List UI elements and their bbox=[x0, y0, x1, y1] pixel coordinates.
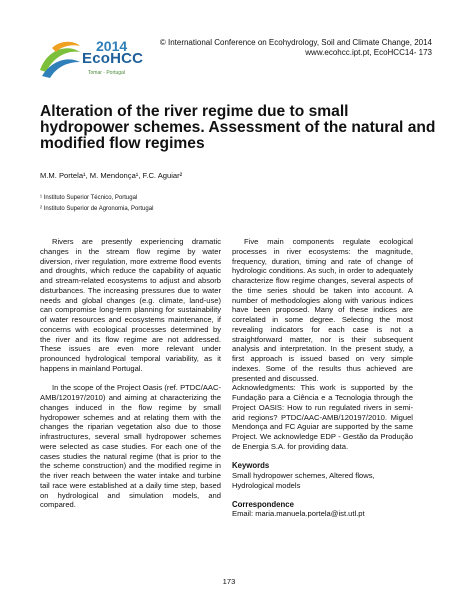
logo-subtitle: Tomar · Portugal bbox=[88, 70, 125, 76]
author-list: M.M. Portela¹, M. Mendonça¹, F.C. Aguiar² bbox=[40, 171, 183, 180]
logo-swoosh-icon bbox=[38, 40, 82, 80]
keywords-heading: Keywords bbox=[232, 461, 270, 471]
correspondence-email[interactable]: Email: maria.manuela.portela@ist.utl.pt bbox=[232, 509, 365, 519]
ecohcc-logo bbox=[38, 38, 144, 82]
conference-reference: www.ecohcc.ipt.pt, EcoHCC14- 173 bbox=[305, 48, 432, 57]
right-column bbox=[232, 237, 413, 522]
paper-title: Alteration of the river regime due to small hydropower schemes. Assessment of the natural and modified flow regimes bbox=[40, 103, 436, 152]
components-paragraph: Five main components regulate ecological processes in river ecosystems: the magnitude, frequency, duration, timing and rate of change of hydrologic conditions. As such, in order to adequately characterize flow regime changes, several aspects of the time series should be taken into account. A number of methodologies along with various indices have been proposed. Many of these indices are correlated in some degree. Selecting the most revealing indicators for each case is not a straightforward matter, nor is their subsequent analysis and interpretation. In the present study, a first approach is issued based on very simple indexes. Some of the results thus achieved are presented and discussed. bbox=[232, 237, 413, 383]
page-number: 173 bbox=[222, 577, 236, 586]
conference-copyright: © International Conference on Ecohydrology, Soil and Climate Change, 2014 bbox=[159, 38, 432, 47]
conference-header bbox=[132, 38, 432, 58]
logo-name: EcoHCC bbox=[82, 50, 144, 67]
acknowledgments-paragraph: Acknowledgments: This work is supported by the Fundação para a Ciência e a Tecnologia through the Project OASIS: How to run regulated rivers in semi-arid regions? PTDC/AAC-AMB/120197/2010. Miguel Mendonça and FC Aguiar are supported by the same Project. We acknowledge EDP - Gestão da Produção de Energia S.A. for providing data. bbox=[232, 383, 413, 451]
keywords-text: Small hydropower schemes, Altered flows, Hydrological models bbox=[232, 471, 375, 490]
correspondence-heading: Correspondence bbox=[232, 499, 294, 509]
intro-paragraph: Rivers are presently experiencing dramatic changes in the stream flow regime by water diversion, river regulation, more extreme flood events and droughts, which reduce the capability of aquatic and stream-related ecosystems to adjust and absorb disturbances. The increasing pressures due to water needs and global changes (e.g. climate, land-use) can compromise long-term planning for sustainability of water resources and ecosystems maintenance, if concerns with ecological processes determined by the river and its flow regime are not addressed. These issues are even more relevant under pronounced hydrological temporal variability, as it happens in mainland Portugal. bbox=[40, 237, 221, 373]
affiliation-2: ² Instituto Superior de Agronomia, Portugal bbox=[40, 206, 154, 212]
left-column bbox=[40, 237, 221, 520]
logo-year: 2014 bbox=[96, 38, 128, 54]
affiliation-1: ¹ Instituto Superior Técnico, Portugal bbox=[40, 195, 138, 201]
project-paragraph: In the scope of the Project Oasis (ref. PTDC/AAC-AMB/120197/2010) and aiming at characterizing the changes induced in the flow regime by small hydropower schemes and at relating them with the changes the riparian vegetation also due to those infrastructures, several small hydropower schemes were selected as case studies. For each one of the cases studies the natural regime (that is prior to the the scheme construction) and the modified regime in the river reach between the water intake and turbine tail race were established at a daily time step, based on hydrological and simulation models, and compared. bbox=[40, 383, 221, 510]
